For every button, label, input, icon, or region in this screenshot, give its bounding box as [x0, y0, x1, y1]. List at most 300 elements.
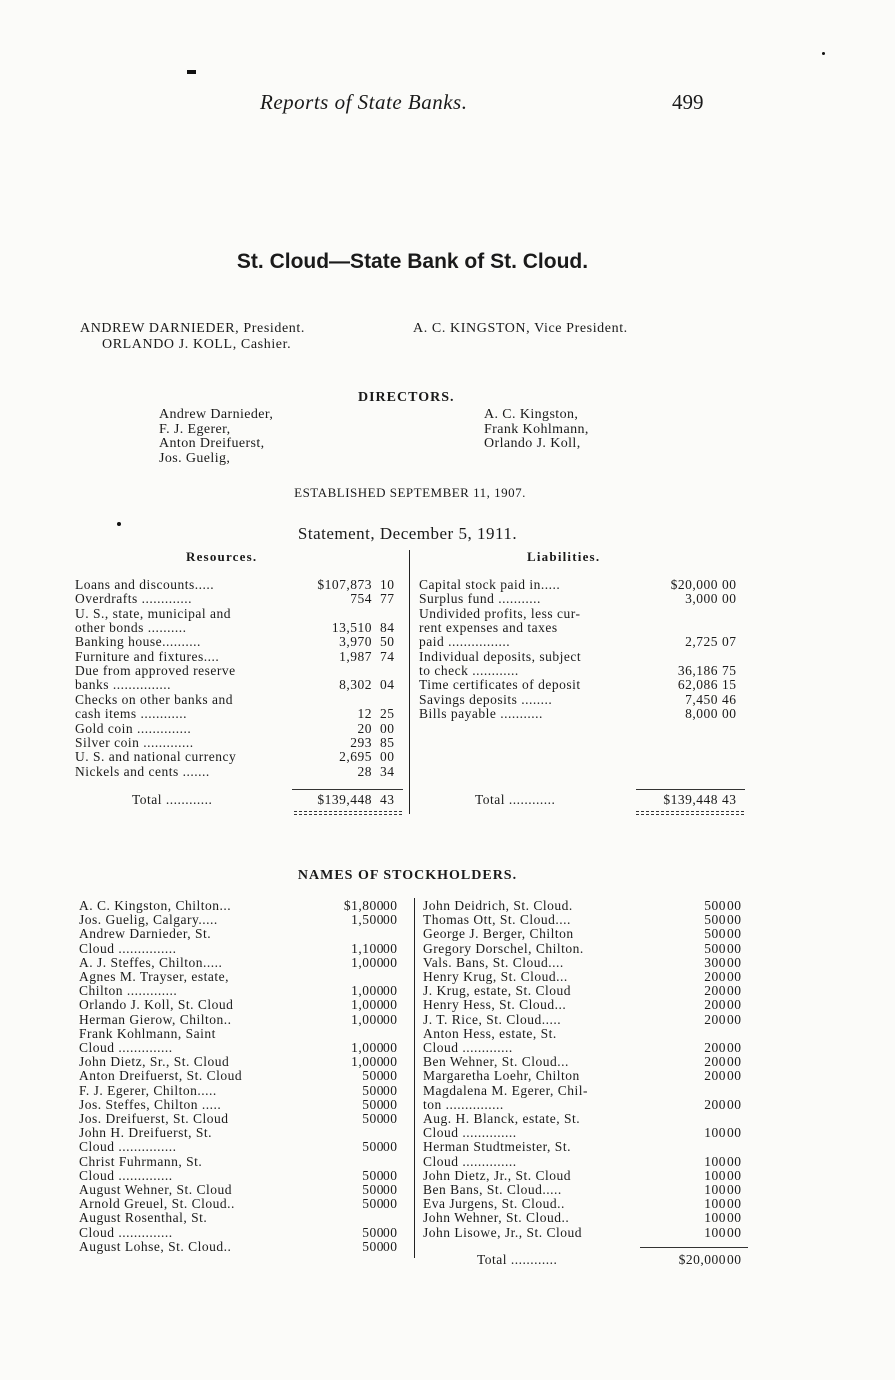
resource-row — [75, 607, 405, 621]
entry-label: Christ Fuhrmann, St. — [79, 1153, 203, 1169]
entry-cents: 00 — [727, 997, 742, 1013]
entry-label: Andrew Darnieder, St. — [79, 926, 212, 942]
entry-label: Due from approved reserve — [75, 663, 236, 679]
entry-label: cash items ............ — [75, 706, 187, 722]
entry-dollars: 500 — [362, 1111, 384, 1126]
resource-row — [75, 707, 405, 721]
entry-cents: 00 — [383, 1068, 398, 1084]
entry-cents: 00 — [727, 983, 742, 999]
entry-dollars: 13,510 — [331, 620, 372, 636]
entry-label: John Lisowe, Jr., St. Cloud — [423, 1224, 583, 1240]
liability-row — [419, 707, 749, 721]
entry-dollars: 1,000 — [351, 954, 384, 970]
entry-label: Nickels and cents ....... — [75, 763, 210, 779]
total-cents: 43 — [380, 792, 395, 807]
resource-row — [75, 592, 405, 606]
officer-vice-president: A. C. KINGSTON, Vice President. — [413, 321, 628, 336]
director-name: Orlando J. Koll, — [484, 436, 581, 451]
resource-row — [75, 736, 405, 750]
entry-cents: 00 — [727, 1040, 742, 1055]
entry-label: Ben Wehner, St. Cloud... — [423, 1054, 569, 1070]
stockholder-row — [79, 1013, 409, 1027]
entry-dollars: $107,873 — [317, 577, 372, 592]
entry-dollars: 200 — [704, 1068, 726, 1084]
entry-dollars: 1,000 — [351, 997, 384, 1013]
stockholder-row — [79, 984, 409, 998]
entry-label: F. J. Egerer, Chilton..... — [79, 1082, 217, 1098]
entry-label: Loans and discounts..... — [75, 577, 215, 592]
liabilities-heading: Liabilities. — [527, 549, 601, 564]
entry-label: Agnes M. Trayser, estate, — [79, 969, 229, 984]
entry-cents: 74 — [380, 648, 395, 664]
bank-title: St. Cloud—State Bank of St. Cloud. — [236, 250, 589, 273]
stockholder-row — [423, 1084, 753, 1098]
entry-cents: 00 — [383, 1196, 398, 1212]
stockholder-row — [79, 1211, 409, 1225]
entry-cents: 00 — [383, 983, 398, 999]
running-title: Reports of State Banks. — [260, 90, 468, 114]
director-name: F. J. Egerer, — [159, 421, 231, 437]
stockholder-row — [423, 1126, 753, 1140]
resource-row — [75, 693, 405, 707]
entry-dollars: 20 — [357, 720, 372, 736]
entry-label: Cloud .............. — [423, 1125, 517, 1141]
entry-cents: 07 — [722, 634, 737, 650]
stockholder-row — [423, 1098, 753, 1112]
entry-label: Ben Bans, St. Cloud..... — [423, 1182, 562, 1197]
entry-label: Gregory Dorschel, Chilton. — [423, 940, 584, 956]
stockholder-row — [423, 1183, 753, 1197]
entry-cents: 00 — [727, 1096, 742, 1112]
entry-cents: 00 — [722, 577, 737, 592]
entry-cents: 04 — [380, 677, 395, 693]
stockholder-row — [423, 1027, 753, 1041]
entry-cents: 00 — [383, 1238, 398, 1254]
entry-cents: 00 — [383, 1224, 398, 1240]
entry-cents: 00 — [727, 1068, 742, 1084]
stockholder-row — [423, 970, 753, 984]
entry-label: Time certificates of deposit — [419, 677, 581, 693]
entry-cents: 00 — [383, 1040, 398, 1055]
page-number: 499 — [672, 90, 704, 114]
entry-label: Frank Kohlmann, Saint — [79, 1025, 216, 1041]
resources-total-row — [75, 793, 405, 807]
stockholder-row — [79, 1226, 409, 1240]
stockholder-row — [79, 956, 409, 970]
entry-label: Overdrafts ............. — [75, 591, 192, 607]
entry-label: August Lohse, St. Cloud.. — [79, 1238, 232, 1254]
liability-row — [419, 578, 749, 592]
entry-dollars: 1,987 — [339, 648, 372, 664]
director-name: Frank Kohlmann, — [484, 421, 589, 437]
stockholder-row — [79, 1055, 409, 1069]
entry-dollars: 500 — [362, 1167, 384, 1183]
total-label: Total ............ — [132, 792, 213, 807]
ink-speck — [187, 70, 196, 74]
entry-label: Cloud ............... — [79, 1139, 177, 1155]
stockholder-row — [79, 1112, 409, 1126]
ink-speck — [822, 52, 825, 55]
entry-label: John Wehner, St. Cloud.. — [423, 1210, 570, 1226]
stockholder-row — [423, 1055, 753, 1069]
entry-label: Anton Hess, estate, St. — [423, 1025, 557, 1041]
entry-cents: 34 — [380, 763, 395, 779]
entry-cents: 00 — [383, 954, 398, 970]
entry-cents: 00 — [727, 1011, 742, 1027]
officer-president: ANDREW DARNIEDER, President. — [80, 321, 305, 336]
stockholder-row — [423, 1013, 753, 1027]
total-dollars: $139,448 — [663, 792, 718, 807]
entry-dollars: 100 — [704, 1125, 726, 1141]
entry-cents: 10 — [380, 577, 395, 592]
entry-dollars: 500 — [362, 1224, 384, 1240]
entry-dollars: 200 — [704, 1054, 726, 1070]
resource-row — [75, 621, 405, 635]
entry-label: Capital stock paid in..... — [419, 577, 561, 592]
entry-dollars: 500 — [362, 1096, 384, 1112]
resources-double-rule — [294, 814, 402, 815]
entry-cents: 00 — [727, 1054, 742, 1070]
stockholders-heading: NAMES OF STOCKHOLDERS. — [297, 868, 518, 883]
total-dollars: $139,448 — [317, 792, 372, 807]
entry-label: Henry Hess, St. Cloud... — [423, 997, 567, 1013]
entry-cents: 00 — [383, 1096, 398, 1112]
entry-cents: 84 — [380, 620, 395, 636]
stockholder-row — [79, 1027, 409, 1041]
entry-dollars: 36,186 — [677, 663, 718, 679]
entry-label: Individual deposits, subject — [419, 648, 582, 664]
entry-label: John Deidrich, St. Cloud. — [423, 898, 573, 913]
entry-dollars: 1,000 — [351, 1040, 384, 1055]
liability-row — [419, 592, 749, 606]
resources-rule — [292, 789, 403, 790]
entry-cents: 00 — [383, 1139, 398, 1155]
stockholder-row — [423, 942, 753, 956]
stockholder-row — [423, 956, 753, 970]
liabilities-total-row — [419, 793, 749, 807]
entry-cents: 00 — [383, 1011, 398, 1027]
entry-label: Bills payable ........... — [419, 706, 543, 722]
entry-dollars: 500 — [704, 926, 726, 942]
director-name: Anton Dreifuerst, — [159, 436, 265, 451]
resource-row — [75, 765, 405, 779]
entry-label: John Dietz, Jr., St. Cloud — [423, 1167, 572, 1183]
entry-dollars: 1,000 — [351, 1011, 384, 1027]
entry-dollars: 200 — [704, 1096, 726, 1112]
entry-label: Jos. Guelig, Calgary..... — [79, 912, 218, 928]
entry-cents: 00 — [727, 940, 742, 956]
stockholder-row — [423, 913, 753, 927]
entry-label: U. S., state, municipal and — [75, 605, 231, 621]
entry-label: Cloud .............. — [79, 1224, 173, 1240]
entry-label: August Rosenthal, St. — [79, 1210, 208, 1226]
stockholder-row — [79, 1240, 409, 1254]
stockholder-row — [79, 1155, 409, 1169]
entry-label: Banking house.......... — [75, 634, 201, 650]
entry-cents: 00 — [383, 1082, 398, 1098]
directors-right-list — [484, 408, 589, 452]
established-date: ESTABLISHED SEPTEMBER 11, 1907. — [294, 485, 526, 500]
stockholder-row — [423, 1155, 753, 1169]
entry-label: Cloud .............. — [423, 1153, 517, 1169]
entry-dollars: 1,100 — [351, 940, 384, 956]
entry-cents: 00 — [383, 1182, 398, 1197]
stockholder-row — [423, 1069, 753, 1083]
entry-label: J. Krug, estate, St. Cloud — [423, 983, 571, 999]
stockholder-row — [79, 1126, 409, 1140]
entry-dollars: 100 — [704, 1196, 726, 1212]
liability-row — [419, 693, 749, 707]
entry-cents: 15 — [722, 677, 737, 693]
entry-cents: 00 — [727, 1153, 742, 1169]
entry-label: rent expenses and taxes — [419, 620, 558, 636]
entry-label: U. S. and national currency — [75, 749, 237, 765]
liability-row — [419, 650, 749, 664]
entry-cents: 00 — [727, 954, 742, 970]
entry-dollars: 500 — [704, 898, 726, 913]
entry-label: Cloud ............... — [79, 940, 177, 956]
entry-label: Furniture and fixtures.... — [75, 648, 220, 664]
entry-cents: 77 — [380, 591, 395, 607]
resource-row — [75, 750, 405, 764]
entry-label: banks ............... — [75, 677, 171, 693]
entry-dollars: 500 — [362, 1139, 384, 1155]
stockholder-row — [79, 899, 409, 913]
resource-row — [75, 678, 405, 692]
statement-title: Statement, December 5, 1911. — [297, 524, 518, 543]
entry-label: Silver coin ............. — [75, 734, 194, 750]
resource-row — [75, 635, 405, 649]
entry-dollars: 3,000 — [685, 591, 718, 607]
liabilities-rule — [636, 789, 745, 790]
resource-row — [75, 664, 405, 678]
entry-cents: 00 — [383, 1054, 398, 1070]
entry-dollars: 28 — [357, 763, 372, 779]
entry-label: John Dietz, Sr., St. Cloud — [79, 1054, 230, 1070]
total-cents: 43 — [722, 792, 737, 807]
entry-dollars: 200 — [704, 983, 726, 999]
entry-dollars: 12 — [357, 706, 372, 722]
entry-label: Surplus fund ........... — [419, 591, 541, 607]
entry-label: J. T. Rice, St. Cloud..... — [423, 1011, 562, 1027]
entry-cents: 00 — [727, 969, 742, 984]
stockholder-row — [423, 927, 753, 941]
liabilities-double-rule — [636, 814, 744, 815]
entry-label: Arnold Greuel, St. Cloud.. — [79, 1196, 235, 1212]
resource-row — [75, 722, 405, 736]
stockholder-row — [79, 913, 409, 927]
entry-label: Vals. Bans, St. Cloud.... — [423, 954, 564, 970]
entry-cents: 00 — [727, 1182, 742, 1197]
entry-label: Eva Jurgens, St. Cloud.. — [423, 1196, 565, 1212]
entry-label: A. C. Kingston, Chilton... — [79, 898, 232, 913]
entry-cents: 00 — [727, 926, 742, 942]
entry-dollars: 100 — [704, 1210, 726, 1226]
entry-cents: 50 — [380, 634, 395, 650]
entry-dollars: 8,302 — [339, 677, 372, 693]
entry-cents: 00 — [727, 1196, 742, 1212]
directors-left-list — [159, 408, 273, 466]
entry-dollars: 1,500 — [351, 912, 384, 928]
entry-dollars: 200 — [704, 969, 726, 984]
stockholder-row — [423, 1197, 753, 1211]
entry-label: paid ................ — [419, 634, 511, 650]
stockholder-row — [79, 1169, 409, 1183]
total-label: Total ............ — [475, 792, 556, 807]
entry-cents: 00 — [383, 898, 398, 913]
entry-cents: 00 — [383, 912, 398, 928]
director-name: Andrew Darnieder, — [159, 407, 274, 422]
entry-cents: 85 — [380, 734, 395, 750]
entry-label: George J. Berger, Chilton — [423, 926, 574, 942]
entry-dollars: 200 — [704, 1011, 726, 1027]
total-cents: 00 — [727, 1252, 742, 1267]
stockholders-total-row — [423, 1253, 753, 1267]
entry-cents: 00 — [383, 997, 398, 1013]
entry-label: Anton Dreifuerst, St. Cloud — [79, 1068, 243, 1084]
entry-dollars: 1,000 — [351, 983, 384, 999]
entry-dollars: 200 — [704, 997, 726, 1013]
entry-dollars: 300 — [704, 954, 726, 970]
stockholder-row — [423, 984, 753, 998]
entry-label: Jos. Dreifuerst, St. Cloud — [79, 1111, 229, 1126]
stockholder-row — [79, 1197, 409, 1211]
stockholder-row — [423, 1041, 753, 1055]
liability-row — [419, 664, 749, 678]
entry-cents: 00 — [380, 749, 395, 765]
stockholder-row — [423, 899, 753, 913]
entry-dollars: 100 — [704, 1153, 726, 1169]
entry-cents: 00 — [727, 898, 742, 913]
resource-row — [75, 578, 405, 592]
entry-dollars: 8,000 — [685, 706, 718, 722]
entry-label: Cloud ............. — [423, 1040, 513, 1055]
resources-heading: Resources. — [186, 549, 258, 564]
entry-label: Gold coin .............. — [75, 720, 192, 736]
liability-row — [419, 635, 749, 649]
stockholder-row — [79, 1084, 409, 1098]
entry-label: Cloud .............. — [79, 1167, 173, 1183]
entry-label: Herman Gierow, Chilton.. — [79, 1011, 232, 1027]
entry-dollars: 500 — [704, 940, 726, 956]
entry-label: Savings deposits ........ — [419, 691, 553, 707]
officer-cashier: ORLANDO J. KOLL, Cashier. — [102, 337, 292, 352]
entry-dollars: 500 — [362, 1238, 384, 1254]
entry-cents: 00 — [383, 1111, 398, 1126]
entry-cents: 75 — [722, 663, 737, 679]
director-name: Jos. Guelig, — [159, 450, 231, 466]
stockholder-row — [423, 1112, 753, 1126]
entry-label: A. J. Steffes, Chilton..... — [79, 954, 223, 970]
entry-label: other bonds .......... — [75, 620, 187, 636]
stockholder-row — [79, 927, 409, 941]
entry-dollars: 2,695 — [339, 749, 372, 765]
entry-dollars: 100 — [704, 1182, 726, 1197]
entry-dollars: 3,970 — [339, 634, 372, 650]
entry-cents: 00 — [722, 706, 737, 722]
stockholder-row — [423, 1140, 753, 1154]
entry-dollars: 500 — [362, 1082, 384, 1098]
stockholder-row — [423, 1211, 753, 1225]
entry-label: Checks on other banks and — [75, 691, 233, 707]
entry-dollars: 1,000 — [351, 1054, 384, 1070]
entry-label: Cloud .............. — [79, 1040, 173, 1055]
liability-row — [419, 607, 749, 621]
stockholder-row — [423, 998, 753, 1012]
entry-label: Thomas Ott, St. Cloud.... — [423, 912, 571, 928]
directors-heading: DIRECTORS. — [358, 390, 455, 405]
entry-cents: 25 — [380, 706, 395, 722]
entry-cents: 00 — [727, 1224, 742, 1240]
entry-dollars: 2,725 — [685, 634, 718, 650]
entry-dollars: 754 — [350, 591, 372, 607]
entry-dollars: $20,000 — [670, 577, 718, 592]
entry-label: August Wehner, St. Cloud — [79, 1182, 232, 1197]
entry-label: Chilton ............. — [79, 983, 178, 999]
stockholder-row — [79, 1140, 409, 1154]
entry-label: Undivided profits, less cur- — [419, 605, 581, 621]
entry-label: Magdalena M. Egerer, Chil- — [423, 1082, 589, 1098]
stockholder-row — [79, 1041, 409, 1055]
entry-dollars: 100 — [704, 1167, 726, 1183]
stockholder-row — [79, 1069, 409, 1083]
stockholder-row — [79, 998, 409, 1012]
liabilities-double-rule — [636, 811, 744, 812]
entry-cents: 46 — [722, 691, 737, 707]
entry-cents: 00 — [727, 1125, 742, 1141]
entry-label: to check ............ — [419, 663, 519, 679]
entry-label: Margaretha Loehr, Chilton — [423, 1068, 580, 1084]
liability-row — [419, 621, 749, 635]
stockholder-row — [79, 942, 409, 956]
entry-cents: 00 — [383, 1167, 398, 1183]
director-name: A. C. Kingston, — [484, 407, 579, 422]
stockholders-divider — [414, 898, 415, 1258]
entry-cents: 00 — [727, 1210, 742, 1226]
stockholder-row — [79, 970, 409, 984]
entry-dollars: $1,800 — [343, 898, 384, 913]
entry-dollars: 500 — [362, 1182, 384, 1197]
entry-dollars: 500 — [704, 912, 726, 928]
stockholder-row — [79, 1183, 409, 1197]
entry-cents: 00 — [727, 912, 742, 928]
entry-label: Herman Studtmeister, St. — [423, 1139, 571, 1155]
entry-dollars: 293 — [350, 734, 372, 750]
entry-dollars: 500 — [362, 1196, 384, 1212]
entry-label: Henry Krug, St. Cloud... — [423, 969, 568, 984]
entry-cents: 00 — [383, 940, 398, 956]
stockholders-total-rule — [640, 1247, 748, 1248]
entry-cents: 00 — [727, 1167, 742, 1183]
entry-dollars: 500 — [362, 1068, 384, 1084]
entry-label: ton ............... — [423, 1096, 504, 1112]
entry-label: Aug. H. Blanck, estate, St. — [423, 1111, 581, 1126]
entry-dollars: 7,450 — [685, 691, 718, 707]
entry-cents: 00 — [380, 720, 395, 736]
stockholder-row — [423, 1226, 753, 1240]
total-dollars: $20,000 — [678, 1252, 726, 1267]
entry-dollars: 100 — [704, 1224, 726, 1240]
resources-double-rule — [294, 811, 402, 812]
entry-dollars: 62,086 — [677, 677, 718, 693]
entry-label: Orlando J. Koll, St. Cloud — [79, 997, 234, 1013]
entry-cents: 00 — [722, 591, 737, 607]
statement-divider — [409, 550, 410, 814]
stockholder-row — [79, 1098, 409, 1112]
liability-row — [419, 678, 749, 692]
total-label: Total ............ — [477, 1252, 558, 1267]
entry-label: Jos. Steffes, Chilton ..... — [79, 1096, 222, 1112]
